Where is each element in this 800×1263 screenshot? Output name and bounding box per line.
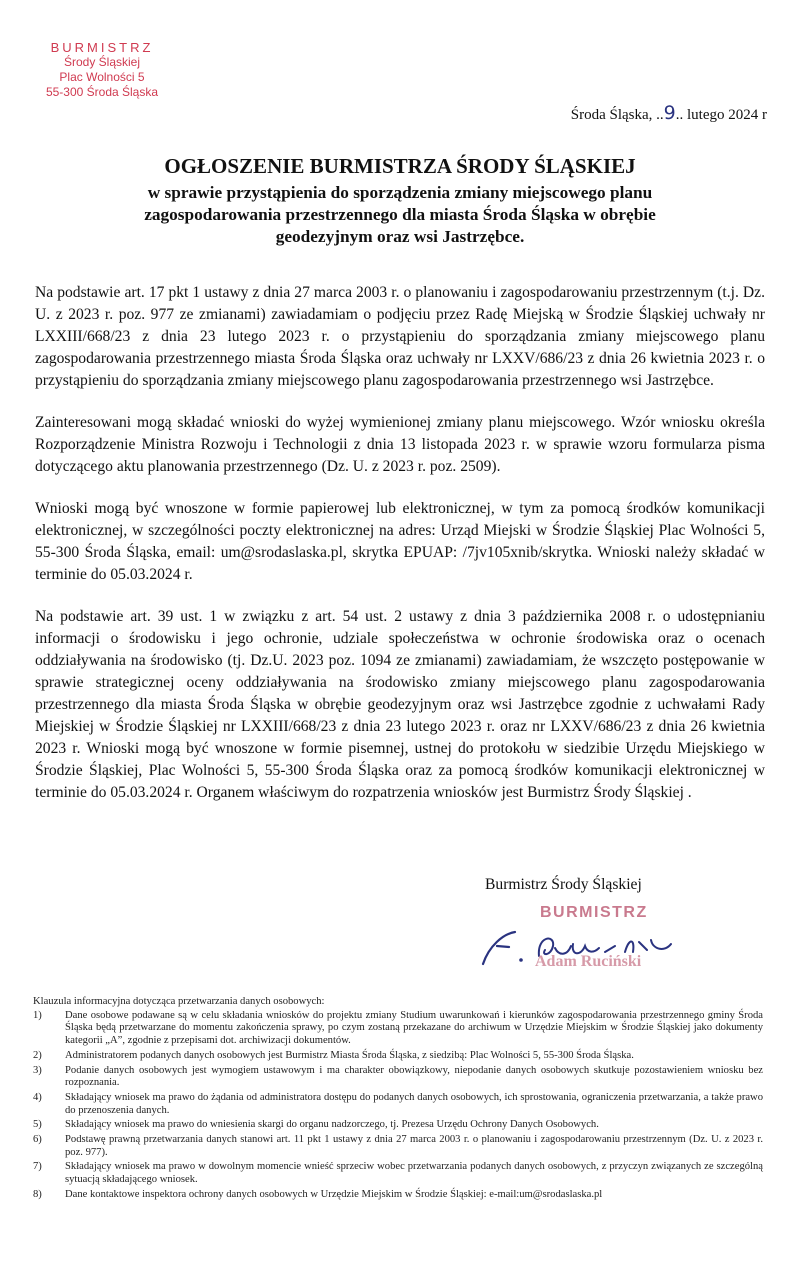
list-item: 2) Administratorem podanych danych osobowych jest Burmistrz Miasta Środa Śląska, z siedzibą: Plac Wolności 5, 55-300 Środa Śląska.: [33, 1049, 634, 1061]
date-day-handwritten: 9: [663, 102, 676, 124]
body-paragraph: Wnioski mogą być wnoszone w formie papierowej lub elektronicznej, w tym za pomocą środków komunikacji elektronicznej, w szczególności poczty elektronicznej na adres: Urząd Miejski w Środzie Śląskiej Plac Wolności 5, 55-300 Środa Śląska, email: um@srodaslaska.pl, skrytka EPUAP: /7jv105xnib/skrytka. Wnioski należy składać w terminie do 05.03.2024 r.: [35, 500, 765, 583]
privacy-clause-heading: Klauzula informacyjna dotycząca przetwarzania danych osobowych:: [33, 996, 325, 1007]
signature-stamp-title: BURMISTRZ: [540, 904, 648, 921]
signature-stamp-name: Adam Ruciński: [535, 953, 642, 970]
privacy-clause: [33, 996, 763, 1204]
list-item: 3) Podanie danych osobowych jest wymogiem ustawowym i ma charakter obowiązkowy, niepodanie danych osobowych skutkuje pozostawieniem wniosku bez rozpoznania.: [33, 1064, 763, 1089]
date-prefix: Środa Śląska, ..: [570, 107, 664, 123]
office-stamp: [22, 40, 182, 100]
privacy-clause-list: [33, 1010, 763, 1202]
signature-block: [475, 904, 745, 974]
body-paragraph: Na podstawie art. 39 ust. 1 w związku z art. 54 ust. 2 ustawy z dnia 3 października 2008 r. o udostępnianiu informacji o środowisku i jego ochronie, udziale społeczeństwa w ochronie środowiska oraz o ocenach oddziaływania na środowisko (tj. Dz.U. 2023 poz. 1094 ze zmianami) zawiadamiam, że wszczęto postępowanie w sprawie strategicznej oceny oddziaływania na środowisko zmiany miejscowego planu zagospodarowania przestrzennego dla miasta Środa Śląska w obrębie geodezyjnym oraz wsi Jastrzębce zgodnie z uchwałami Rady Miejskiej w Środzie Śląskiej nr LXXIII/668/23 z dnia 23 lutego 2023 r. oraz nr LXXV/686/23 z dnia 26 kwietnia 2023 r. Wnioski mogą być wnoszone w formie pisemnej, ustnej do protokołu w siedzibie Urzędu Miejskiego w Środzie Śląskiej, Plac Wolności 5, 55-300 Środa Śląska oraz za pomocą środków komunikacji elektronicznej w terminie do 05.03.2024 r. Organem właściwym do rozpatrzenia wniosków jest Burmistrz Środy Śląskiej .: [35, 608, 765, 801]
date-suffix: .. lutego 2024 r: [675, 107, 767, 123]
body-paragraph: Na podstawie art. 17 pkt 1 ustawy z dnia 27 marca 2003 r. o planowaniu i zagospodarowaniu przestrzennym (t.j. Dz. U. z 2023 r. poz. 977 ze zmianami) zawiadamiam o podjęciu przez Radę Miejską w Środzie Śląskiej uchwały nr LXXIII/668/23 z dnia 23 lutego 2023 r. o przystąpieniu do sporządzania zmiany miejscowego planu zagospodarowania przestrzennego miasta Środa Śląska oraz uchwały nr LXXV/686/23 z dnia 26 kwietnia 2023 r. o przystąpieniu do sporządzania zmiany miejscowego planu zagospodarowania przestrzennego wsi Jastrzębce.: [35, 284, 765, 389]
stamp-line-city: Środy Śląskiej: [63, 55, 141, 69]
document-body: [35, 282, 765, 824]
list-item: 4) Składający wniosek ma prawo do żądania od administratora dostępu do podanych danych osobowych, ich sprostowania, ograniczenia przetwarzania, a także prawo do przenoszenia danych.: [33, 1091, 763, 1116]
document-title: OGŁOSZENIE BURMISTRZA ŚRODY ŚLĄSKIEJ: [164, 154, 636, 178]
body-paragraph: Zainteresowani mogą składać wnioski do wyżej wymienionej zmiany planu miejscowego. Wzór wniosku określa Rozporządzenie Ministra Rozwoju i Technologii z dnia 13 listopada 2023 r. w sprawie wzoru formularza pisma dotyczącego aktu planowania przestrzennego (Dz. U. z 2023 r. poz. 2509).: [35, 414, 765, 475]
stamp-line-postcode: 55-300 Środa Śląska: [45, 85, 159, 99]
stamp-line-street: Plac Wolności 5: [59, 70, 145, 84]
list-item: 1) Dane osobowe podawane są w celu składania wniosków do projektu zmiany Studium uwarunkowań i kierunków zagospodarowania przestrzennego gminy Środa Śląska będą przetwarzane do momentu zakończenia sprawy, po czym zostaną przekazane do archiwum w Urzędzie Miejskim w Środzie Śląskiej jako dokumenty kategorii „A”, zgodnie z przepisami dot. archiwizacji dokumentów.: [33, 1009, 763, 1047]
list-item: 7) Składający wniosek ma prawo w dowolnym momencie wnieść sprzeciw wobec przetwarzania podanych danych osobowych, z przyczyn związanych ze szczególną sytuacją składającego wniosek.: [33, 1161, 763, 1186]
signatory-title: Burmistrz Środy Śląskiej: [485, 876, 642, 893]
list-item: 5) Składający wniosek ma prawo do wniesienia skargi do organu nadzorczego, tj. Prezesa Urzędu Ochrony Danych Osobowych.: [33, 1119, 599, 1131]
list-item: 6) Podstawę prawną przetwarzania danych stanowi art. 11 pkt 1 ustawy z dnia 27 marca 2003 r. o planowaniu i zagospodarowaniu przestrzennym (Dz. U. z 2023 r. poz. 977).: [33, 1134, 763, 1158]
document-date: [571, 102, 767, 124]
list-item: 8) Dane kontaktowe inspektora ochrony danych osobowych w Urzędzie Miejskim w Środzie Śląskiej: e-mail:um@srodaslaska.pl: [33, 1188, 603, 1200]
stamp-line-title: BURMISTRZ: [50, 40, 154, 55]
document-subtitle: w sprawie przystąpienia do sporządzenia zmiany miejscowego planu zagospodarowania przestrzennego dla miasta Środa Śląska w obrębie geodezyjnym oraz wsi Jastrzębce.: [144, 183, 656, 246]
